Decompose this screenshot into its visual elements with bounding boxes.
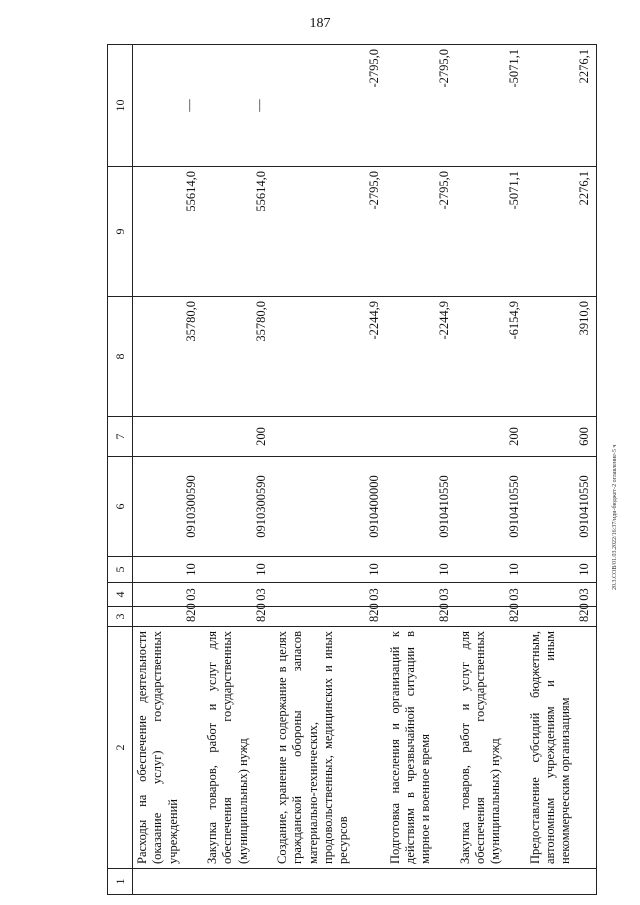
header-cell: 7	[108, 417, 133, 457]
table-row	[456, 45, 526, 895]
row-description: Расходы на обеспечение деятельности (оказание услуг) государственных учреждений	[133, 627, 204, 869]
header-cell: 8	[108, 297, 133, 417]
row-c6: 0910410550	[456, 457, 526, 557]
table-row	[133, 45, 204, 895]
header-cell: 6	[108, 457, 133, 557]
row-c6: 0910400000	[273, 457, 386, 557]
row-c5: 10	[203, 557, 273, 583]
row-c10: -5071,1	[456, 45, 526, 167]
row-c10: -2795,0	[273, 45, 386, 167]
row-c5: 10	[273, 557, 386, 583]
row-c9: -2795,0	[386, 167, 456, 297]
row-c9: -5071,1	[456, 167, 526, 297]
row-blank-cell	[456, 869, 526, 895]
row-c8: -2244,9	[386, 297, 456, 417]
row-c4: 03	[203, 583, 273, 607]
row-c8: 35780,0	[133, 297, 204, 417]
row-c6: 0910410550	[526, 457, 597, 557]
row-c3: 820	[456, 607, 526, 627]
row-c8: -2244,9	[273, 297, 386, 417]
row-c4: 03	[133, 583, 204, 607]
row-blank-cell	[133, 869, 204, 895]
row-c8: 3910,0	[526, 297, 597, 417]
row-c10: —	[203, 45, 273, 167]
row-blank-cell	[386, 869, 456, 895]
header-cell: 9	[108, 167, 133, 297]
row-c4: 03	[526, 583, 597, 607]
row-c3: 820	[203, 607, 273, 627]
table-row	[273, 45, 386, 895]
row-description: Создание, хранение и содержание в целях гражданской обороны запасов материально-технических, продовольственных, медицинских и иных ресурсов	[273, 627, 386, 869]
row-c4: 03	[386, 583, 456, 607]
side-note: 20.3.СОВ/01.03.2022/16:37/иди-бюджет-2 оглавление-5 ч	[612, 444, 618, 590]
table-row	[386, 45, 456, 895]
header-cell: 10	[108, 45, 133, 167]
row-c10: 2276,1	[526, 45, 597, 167]
row-c9: 55614,0	[203, 167, 273, 297]
header-cell: 5	[108, 557, 133, 583]
row-c5: 10	[526, 557, 597, 583]
table-header-row	[108, 45, 133, 895]
row-c5: 10	[456, 557, 526, 583]
row-blank-cell	[203, 869, 273, 895]
row-c8: -6154,9	[456, 297, 526, 417]
row-c3: 820	[386, 607, 456, 627]
row-description: Подготовка населения и организаций к действиям в чрезвычайной ситуации в мирное и военное время	[386, 627, 456, 869]
table-row	[203, 45, 273, 895]
row-description: Предоставление субсидий бюджетным, автономным учреждениям и иным некоммерческим организациям	[526, 627, 597, 869]
row-c5: 10	[386, 557, 456, 583]
row-description: Закупка товаров, работ и услуг для обеспечения государственных (муниципальных) нужд	[456, 627, 526, 869]
row-c10: -2795,0	[386, 45, 456, 167]
header-cell: 4	[108, 583, 133, 607]
row-c10: —	[133, 45, 204, 167]
row-blank-cell	[526, 869, 597, 895]
row-c7: 200	[203, 417, 273, 457]
row-c6: 0910300590	[203, 457, 273, 557]
row-c4: 03	[456, 583, 526, 607]
row-c3: 820	[273, 607, 386, 627]
row-c6: 0910410550	[386, 457, 456, 557]
budget-table	[107, 44, 597, 895]
header-cell: 3	[108, 607, 133, 627]
row-c7	[273, 417, 386, 457]
row-c7: 200	[456, 417, 526, 457]
rotated-table-wrapper	[107, 45, 597, 895]
row-c8: 35780,0	[203, 297, 273, 417]
row-c7	[386, 417, 456, 457]
row-c3: 820	[133, 607, 204, 627]
row-c6: 0910300590	[133, 457, 204, 557]
row-c5: 10	[133, 557, 204, 583]
header-cell: 2	[108, 627, 133, 869]
row-c9: -2795,0	[273, 167, 386, 297]
row-blank-cell	[273, 869, 386, 895]
row-c7	[133, 417, 204, 457]
header-cell: 1	[108, 869, 133, 895]
table-row	[526, 45, 597, 895]
page-number: 187	[309, 16, 331, 31]
row-c7: 600	[526, 417, 597, 457]
row-c4: 03	[273, 583, 386, 607]
row-description: Закупка товаров, работ и услуг для обеспечения государственных (муниципальных) нужд	[203, 627, 273, 869]
row-c3: 820	[526, 607, 597, 627]
row-c9: 55614,0	[133, 167, 204, 297]
row-c9: 2276,1	[526, 167, 597, 297]
